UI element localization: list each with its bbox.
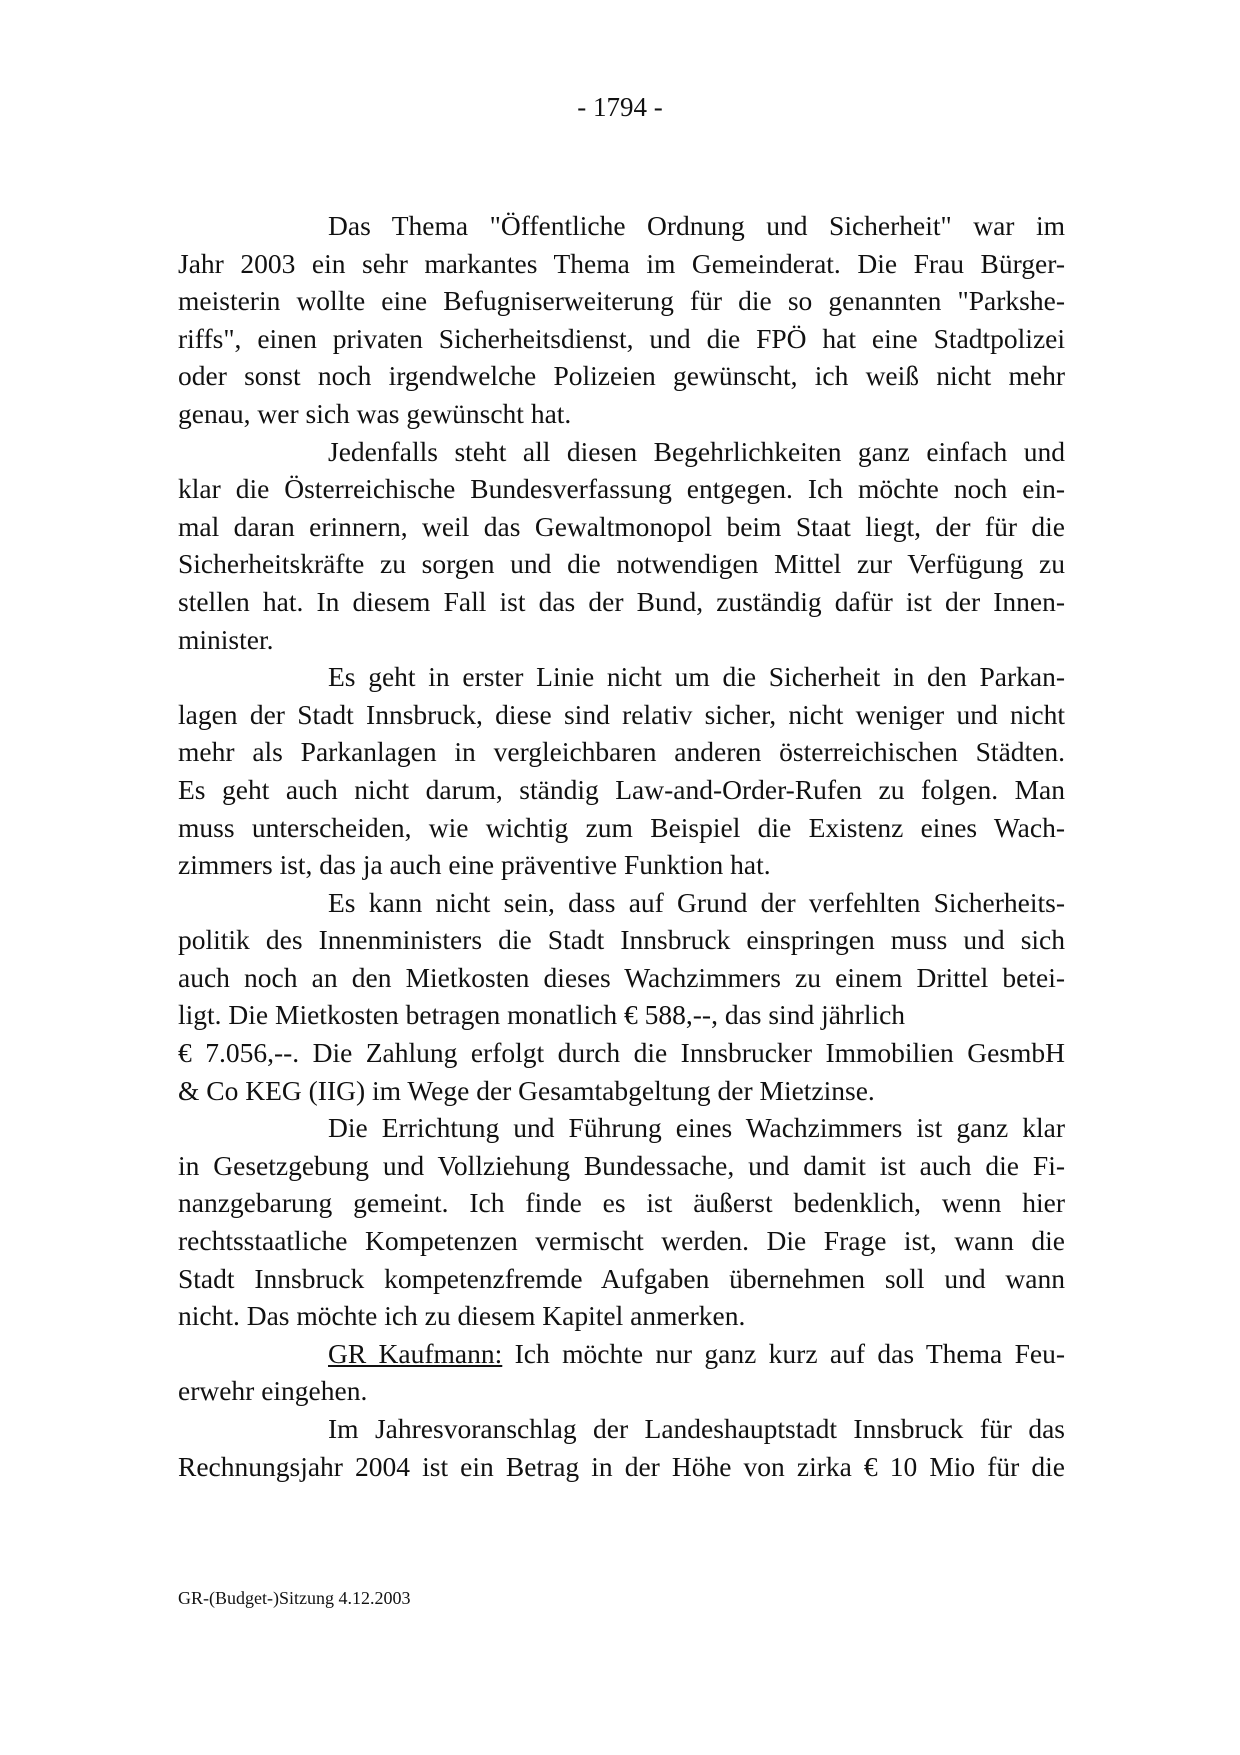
paragraph-line: nanzgebarung gemeint. Ich finde es ist äußerst bedenklich, wenn hier bbox=[178, 1187, 1065, 1219]
speaker-name: GR Kaufmann: bbox=[328, 1337, 503, 1369]
paragraph-line: mehr als Parkanlagen in vergleichbaren anderen österreichischen Städten. bbox=[178, 736, 1065, 768]
speaker-line bbox=[178, 1335, 1065, 1373]
paragraph-line: riffs", einen privaten Sicherheitsdienst, und die FPÖ hat eine Stadtpolizei bbox=[178, 322, 1065, 354]
paragraph-line: Sicherheitskräfte zu sorgen und die notwendigen Mittel zur Verfügung zu bbox=[178, 548, 1065, 580]
paragraph-line: genau, wer sich was gewünscht hat. bbox=[178, 397, 572, 429]
paragraph-line: meisterin wollte eine Befugniserweiterung für die so genannten "Parkshe- bbox=[178, 285, 1065, 317]
paragraph-line: stellen hat. In diesem Fall ist das der Bund, zuständig dafür ist der Innen- bbox=[178, 585, 1065, 617]
paragraph-line: Im Jahresvoranschlag der Landeshauptstadt Innsbruck für das bbox=[328, 1413, 1065, 1444]
paragraph-line: lagen der Stadt Innsbruck, diese sind relativ sicher, nicht weniger und nicht bbox=[178, 698, 1065, 730]
paragraph-line: Rechnungsjahr 2004 ist ein Betrag in der Höhe von zirka € 10 Mio für die bbox=[178, 1450, 1065, 1482]
speaker-statement: Ich möchte nur ganz kurz auf das Thema Feu- bbox=[514, 1337, 1065, 1369]
document-body bbox=[178, 207, 1065, 1485]
paragraph-line: Stadt Innsbruck kompetenzfremde Aufgaben übernehmen soll und wann bbox=[178, 1262, 1065, 1294]
paragraph-line: Das Thema "Öffentliche Ordnung und Sicherheit" war im bbox=[328, 210, 1065, 241]
paragraph-line: Es geht in erster Linie nicht um die Sicherheit in den Parkan- bbox=[328, 661, 1065, 693]
paragraph-line: & Co KEG (IIG) im Wege der Gesamtabgeltung der Mietzinse. bbox=[178, 1074, 875, 1106]
paragraph-line: politik des Innenministers die Stadt Innsbruck einspringen muss und sich bbox=[178, 924, 1065, 956]
paragraph-line: auch noch an den Mietkosten dieses Wachzimmers zu einem Drittel betei- bbox=[178, 961, 1065, 993]
paragraph-line: oder sonst noch irgendwelche Polizeien gewünscht, ich weiß nicht mehr bbox=[178, 360, 1065, 392]
paragraph-line: zimmers ist, das ja auch eine präventive Funktion hat. bbox=[178, 849, 771, 881]
paragraph-line: klar die Österreichische Bundesverfassung entgegen. Ich möchte noch ein- bbox=[178, 473, 1065, 505]
paragraph-line: minister. bbox=[178, 623, 274, 655]
paragraph-line: muss unterscheiden, wie wichtig zum Beispiel die Existenz eines Wach- bbox=[178, 811, 1065, 843]
paragraph-line: mal daran erinnern, weil das Gewaltmonopol beim Staat liegt, der für die bbox=[178, 510, 1065, 542]
paragraph-line: Die Errichtung und Führung eines Wachzimmers ist ganz klar bbox=[328, 1112, 1065, 1144]
paragraph-line: Es kann nicht sein, dass auf Grund der verfehlten Sicherheits- bbox=[328, 886, 1065, 918]
paragraph-line: erwehr eingehen. bbox=[178, 1375, 368, 1407]
paragraph-line: ligt. Die Mietkosten betragen monatlich € 588,--, das sind jährlich bbox=[178, 999, 906, 1031]
paragraph-line: Es geht auch nicht darum, ständig Law-and-Order-Rufen zu folgen. Man bbox=[178, 773, 1065, 805]
footer: GR-(Budget-)Sitzung 4.12.2003 bbox=[178, 1588, 411, 1608]
page-number: - 1794 - bbox=[577, 92, 663, 122]
paragraph-line: Jedenfalls steht all diesen Begehrlichkeiten ganz einfach und bbox=[328, 435, 1065, 467]
paragraph-line: Jahr 2003 ein sehr markantes Thema im Gemeinderat. Die Frau Bürger- bbox=[178, 247, 1065, 279]
paragraph-line: in Gesetzgebung und Vollziehung Bundessache, und damit ist auch die Fi- bbox=[178, 1149, 1065, 1181]
paragraph-line: nicht. Das möchte ich zu diesem Kapitel anmerken. bbox=[178, 1300, 746, 1332]
paragraph-line: rechtsstaatliche Kompetenzen vermischt werden. Die Frage ist, wann die bbox=[178, 1225, 1065, 1257]
paragraph-line: € 7.056,--. Die Zahlung erfolgt durch die Innsbrucker Immobilien GesmbH bbox=[178, 1037, 1065, 1069]
